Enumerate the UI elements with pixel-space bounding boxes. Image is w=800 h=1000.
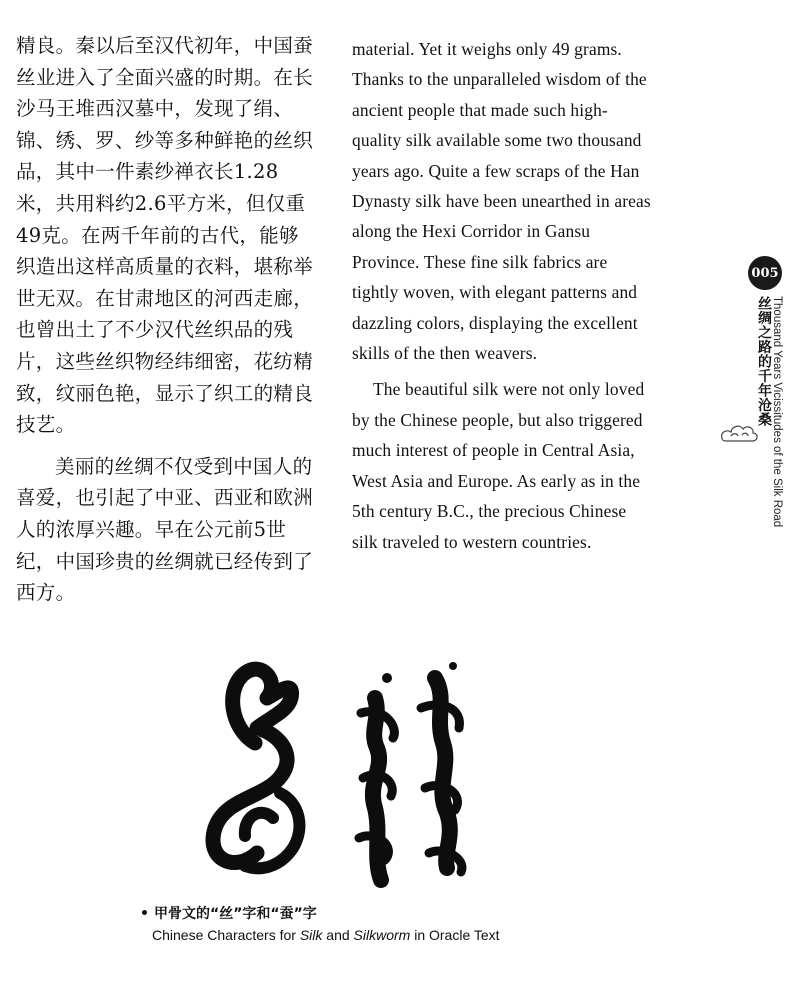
english-paragraph-1: material. Yet it weighs only 49 grams. Thanks to the unparalleled wisdom of the ancient people that made such high-quality silk available some two thousand years ago. Quite a few scraps of the Han Dynasty silk have been unearthed in areas along the Hexi Corridor in Gansu Province. These fine silk fabrics are tightly woven, with elegant patterns and dazzling colors, displaying the excellent skills of the then weavers. (352, 39, 651, 364)
caption-english (152, 924, 562, 946)
running-title-english: Thousand Years Vicissitudes of the Silk Road (771, 296, 783, 528)
caption-en-silkworm: Silkworm (353, 927, 411, 943)
caption-en-part: and (322, 927, 354, 943)
caption-chinese-text: 甲骨文的“丝”字和“蚕”字 (154, 906, 317, 922)
bullet-icon (142, 910, 147, 915)
oracle-silk-character (213, 669, 299, 868)
chinese-column (16, 30, 316, 609)
running-title-chinese: 丝绸之路的千年沧桑 (756, 296, 772, 427)
figure-caption (142, 904, 562, 946)
caption-en-silk: Silk (299, 927, 323, 943)
caption-chinese (142, 904, 562, 924)
english-column (352, 34, 656, 557)
english-paragraph-2: The beautiful silk were not only loved by the Chinese people, but also triggered much interest of people in Central Asia, West Asia and Europe. As early as in the 5th century B.C., the precious Chinese silk traveled to western countries. (352, 379, 645, 552)
caption-en-part: in Oracle Text (410, 927, 500, 943)
page-number: 005 (748, 256, 782, 290)
chapter-sidebar (744, 248, 784, 528)
chinese-paragraph-1: 精良。秦以后至汉代初年，中国蚕丝业进入了全面兴盛的时期。在长沙马王堆西汉墓中，发现了绢、锦、绣、罗、纱等多种鲜艳的丝织品，其中一件素纱禅衣长1.28米，共用料约2.6平方米，但仅重49克。在两千年前的古代，能够织造出这样高质量的衣料，堪称举世无双。在甘肃地区的河西走廊，也曾出土了不少汉代丝织品的残片，这些丝织物经纬细密，花纺精致，纹丽色艳，显示了织工的精良技艺。 (16, 34, 314, 437)
caption-en-part: Chinese Characters for (152, 927, 300, 943)
oracle-silkworm-character (359, 662, 462, 880)
oracle-bone-glyphs (185, 648, 515, 898)
chinese-paragraph-2: 美丽的丝绸不仅受到中国人的喜爱，也引起了中亚、西亚和欧洲人的浓厚兴趣。早在公元前5世纪，中国珍贵的丝绸就已经传到了西方。 (16, 454, 314, 605)
cloud-ornament-icon (718, 418, 760, 448)
